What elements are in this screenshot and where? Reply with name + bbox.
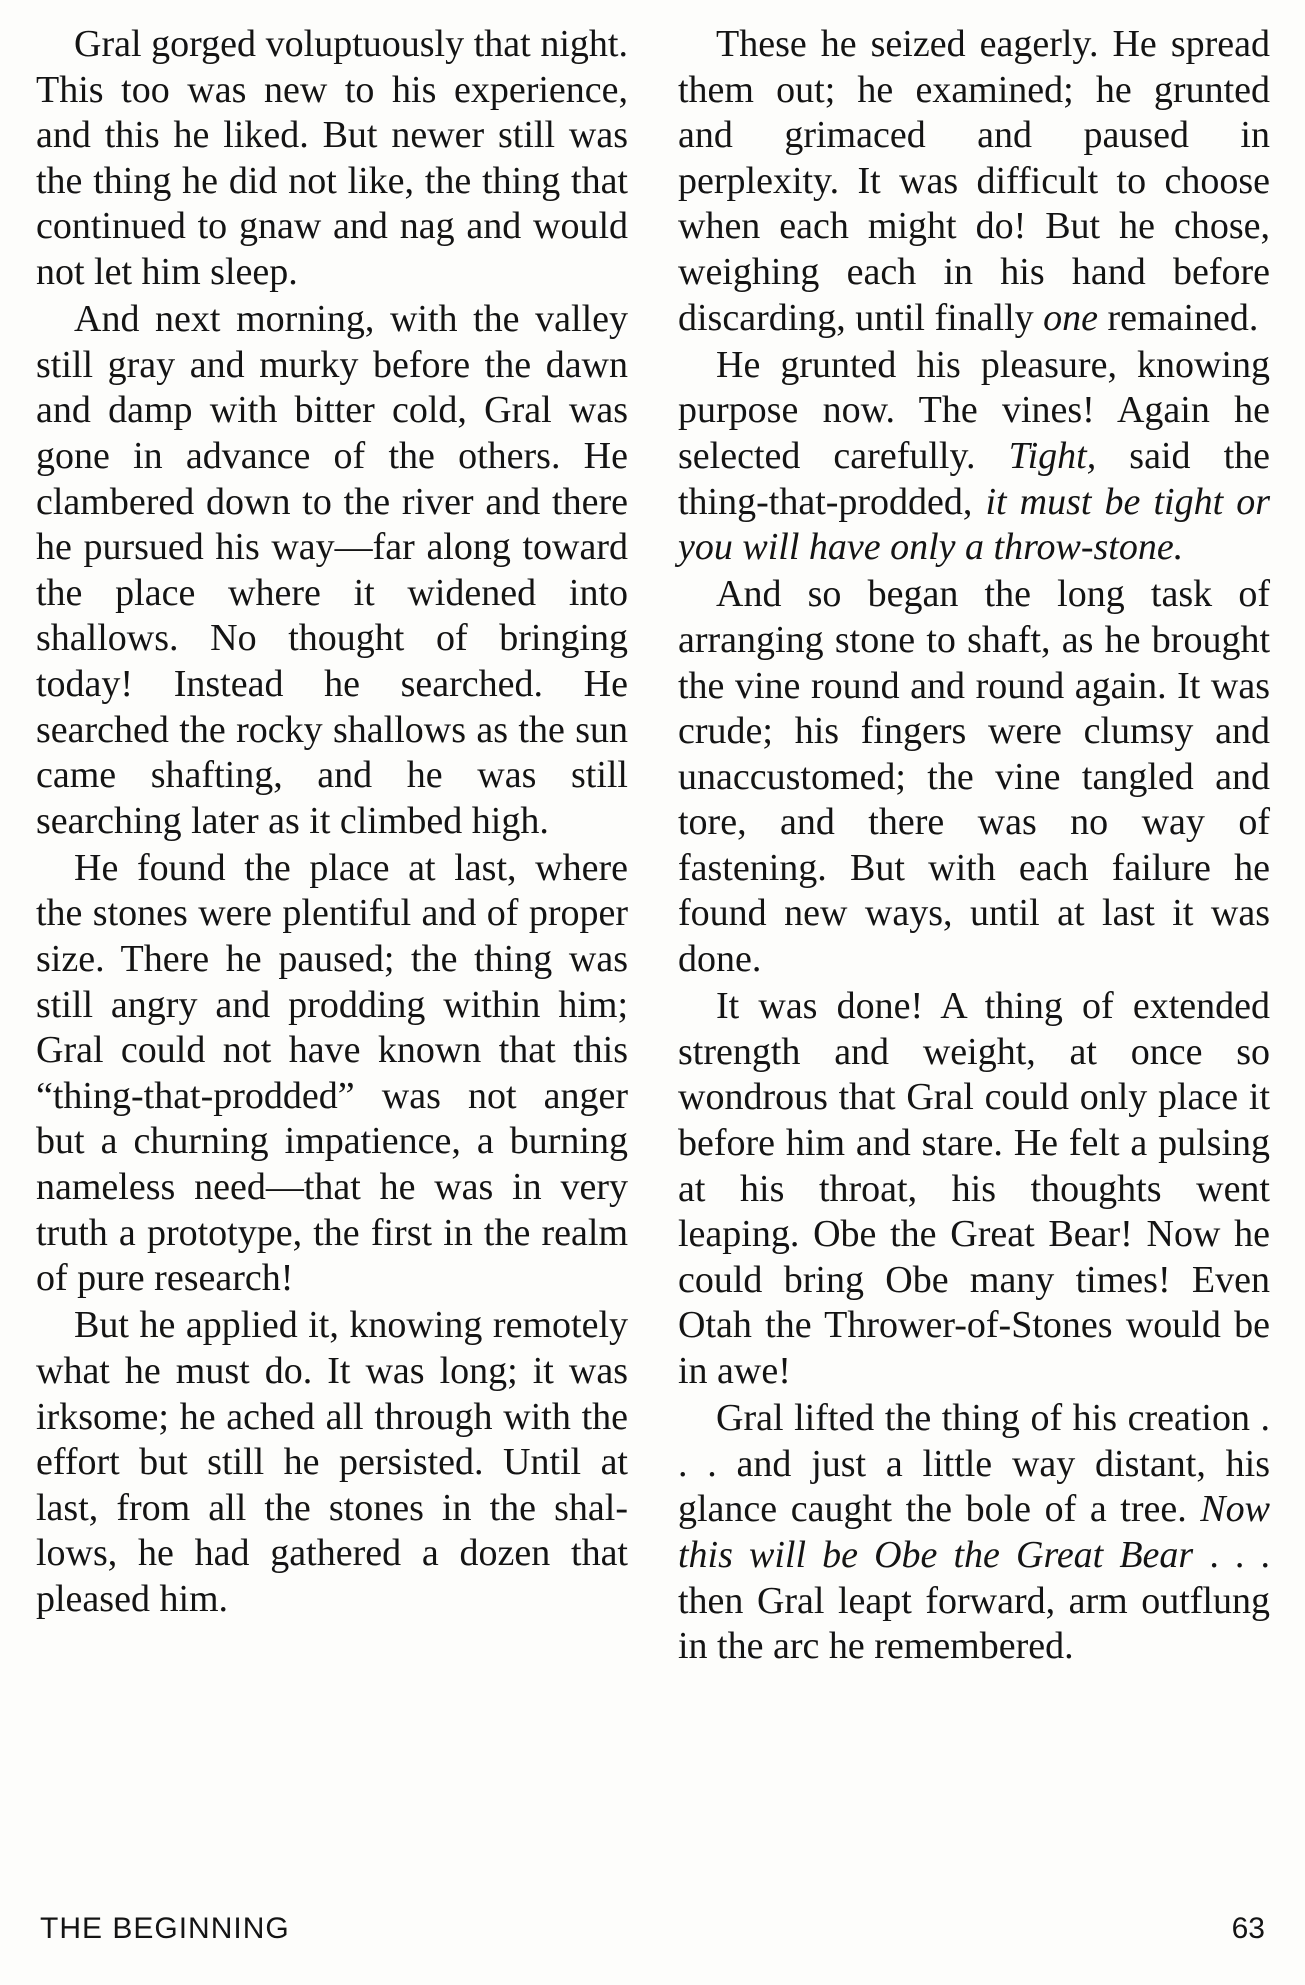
- paragraph: These he seized eagerly. He spread them out; he examined; he grunted and grimaced and paused in perplexity. It was difficult to choose when each might do! But he chose, weighing each in his hand before discarding, until finally one remained.: [678, 23, 1270, 339]
- running-footer-title: THE BEGINNING: [40, 1912, 290, 1945]
- paragraph: And so began the long task of arranging stone to shaft, as he brought the vine round and round again. It was crude; his fingers were clumsy and unaccustomed; the vine tangled and tore, and there was no way of fastening. But with each failure he found new ways, until at last it was done.: [678, 573, 1270, 981]
- paragraph: Gral gorged voluptuously that night. This too was new to his experience, and this he liked. But newer still was the thing he did not like, the thing that continued to gnaw and nag and would not let him sleep.: [36, 23, 628, 293]
- page-number: 63: [1231, 1912, 1265, 1945]
- emphasis: Tight,: [1008, 434, 1097, 477]
- paragraph: And next morning, with the valley still gray and murky before the dawn and damp with bitter cold, Gral was gone in advance of the others. He clambered down to the river and there he pursued his way—far along toward the place where it widened into shallows. No thought of bringing today! Instead he searched. He searched the rocky shallows as the sun came shafting, and he was still searching later as it climbed high.: [36, 298, 628, 842]
- emphasis: one: [1043, 296, 1099, 339]
- paragraph: Gral lifted the thing of his creation . . . and just a little way distant, his glance caught the bole of a tree. Now this will be Obe the Great Bear . . . then Gral leapt forward, arm outflung in the arc he remembered.: [678, 1397, 1271, 1668]
- paragraph: It was done! A thing of extended strength and weight, at once so wondrous that Gral could only place it before him and stare. He felt a pulsing at his throat, his thoughts went leaping. Obe the Great Bear! Now he could bring Obe many times! Even Otah the Thrower-of-Stones would be in awe!: [678, 985, 1270, 1392]
- left-column: [36, 22, 628, 1624]
- paragraph: He grunted his pleasure, knowing purpose now. The vines! Again he selected carefully. Tight, said the thing-that-prodded, it must be tight or you will have only a throw-stone.: [678, 343, 1270, 569]
- right-column: [678, 22, 1270, 1671]
- emphasis: it must be tight or you will have only a throw-stone.: [678, 480, 1270, 569]
- paragraph: But he applied it, knowing remotely what he must do. It was long; it was irksome; he ached all through with the effort but still he persisted. Until at last, from all the stones in the shallows, he had gathered a dozen that pleased him.: [36, 1304, 628, 1620]
- emphasis: Now this will be Obe the Great Bear: [678, 1488, 1270, 1576]
- paragraph: He found the place at last, where the stones were plentiful and of proper size. There he paused; the thing was still angry and prodding within him; Gral could not have known that this “thing-that-prodded” was not anger but a churning impatience, a burning nameless need—that he was in very truth a prototype, the first in the realm of pure research!: [36, 846, 628, 1300]
